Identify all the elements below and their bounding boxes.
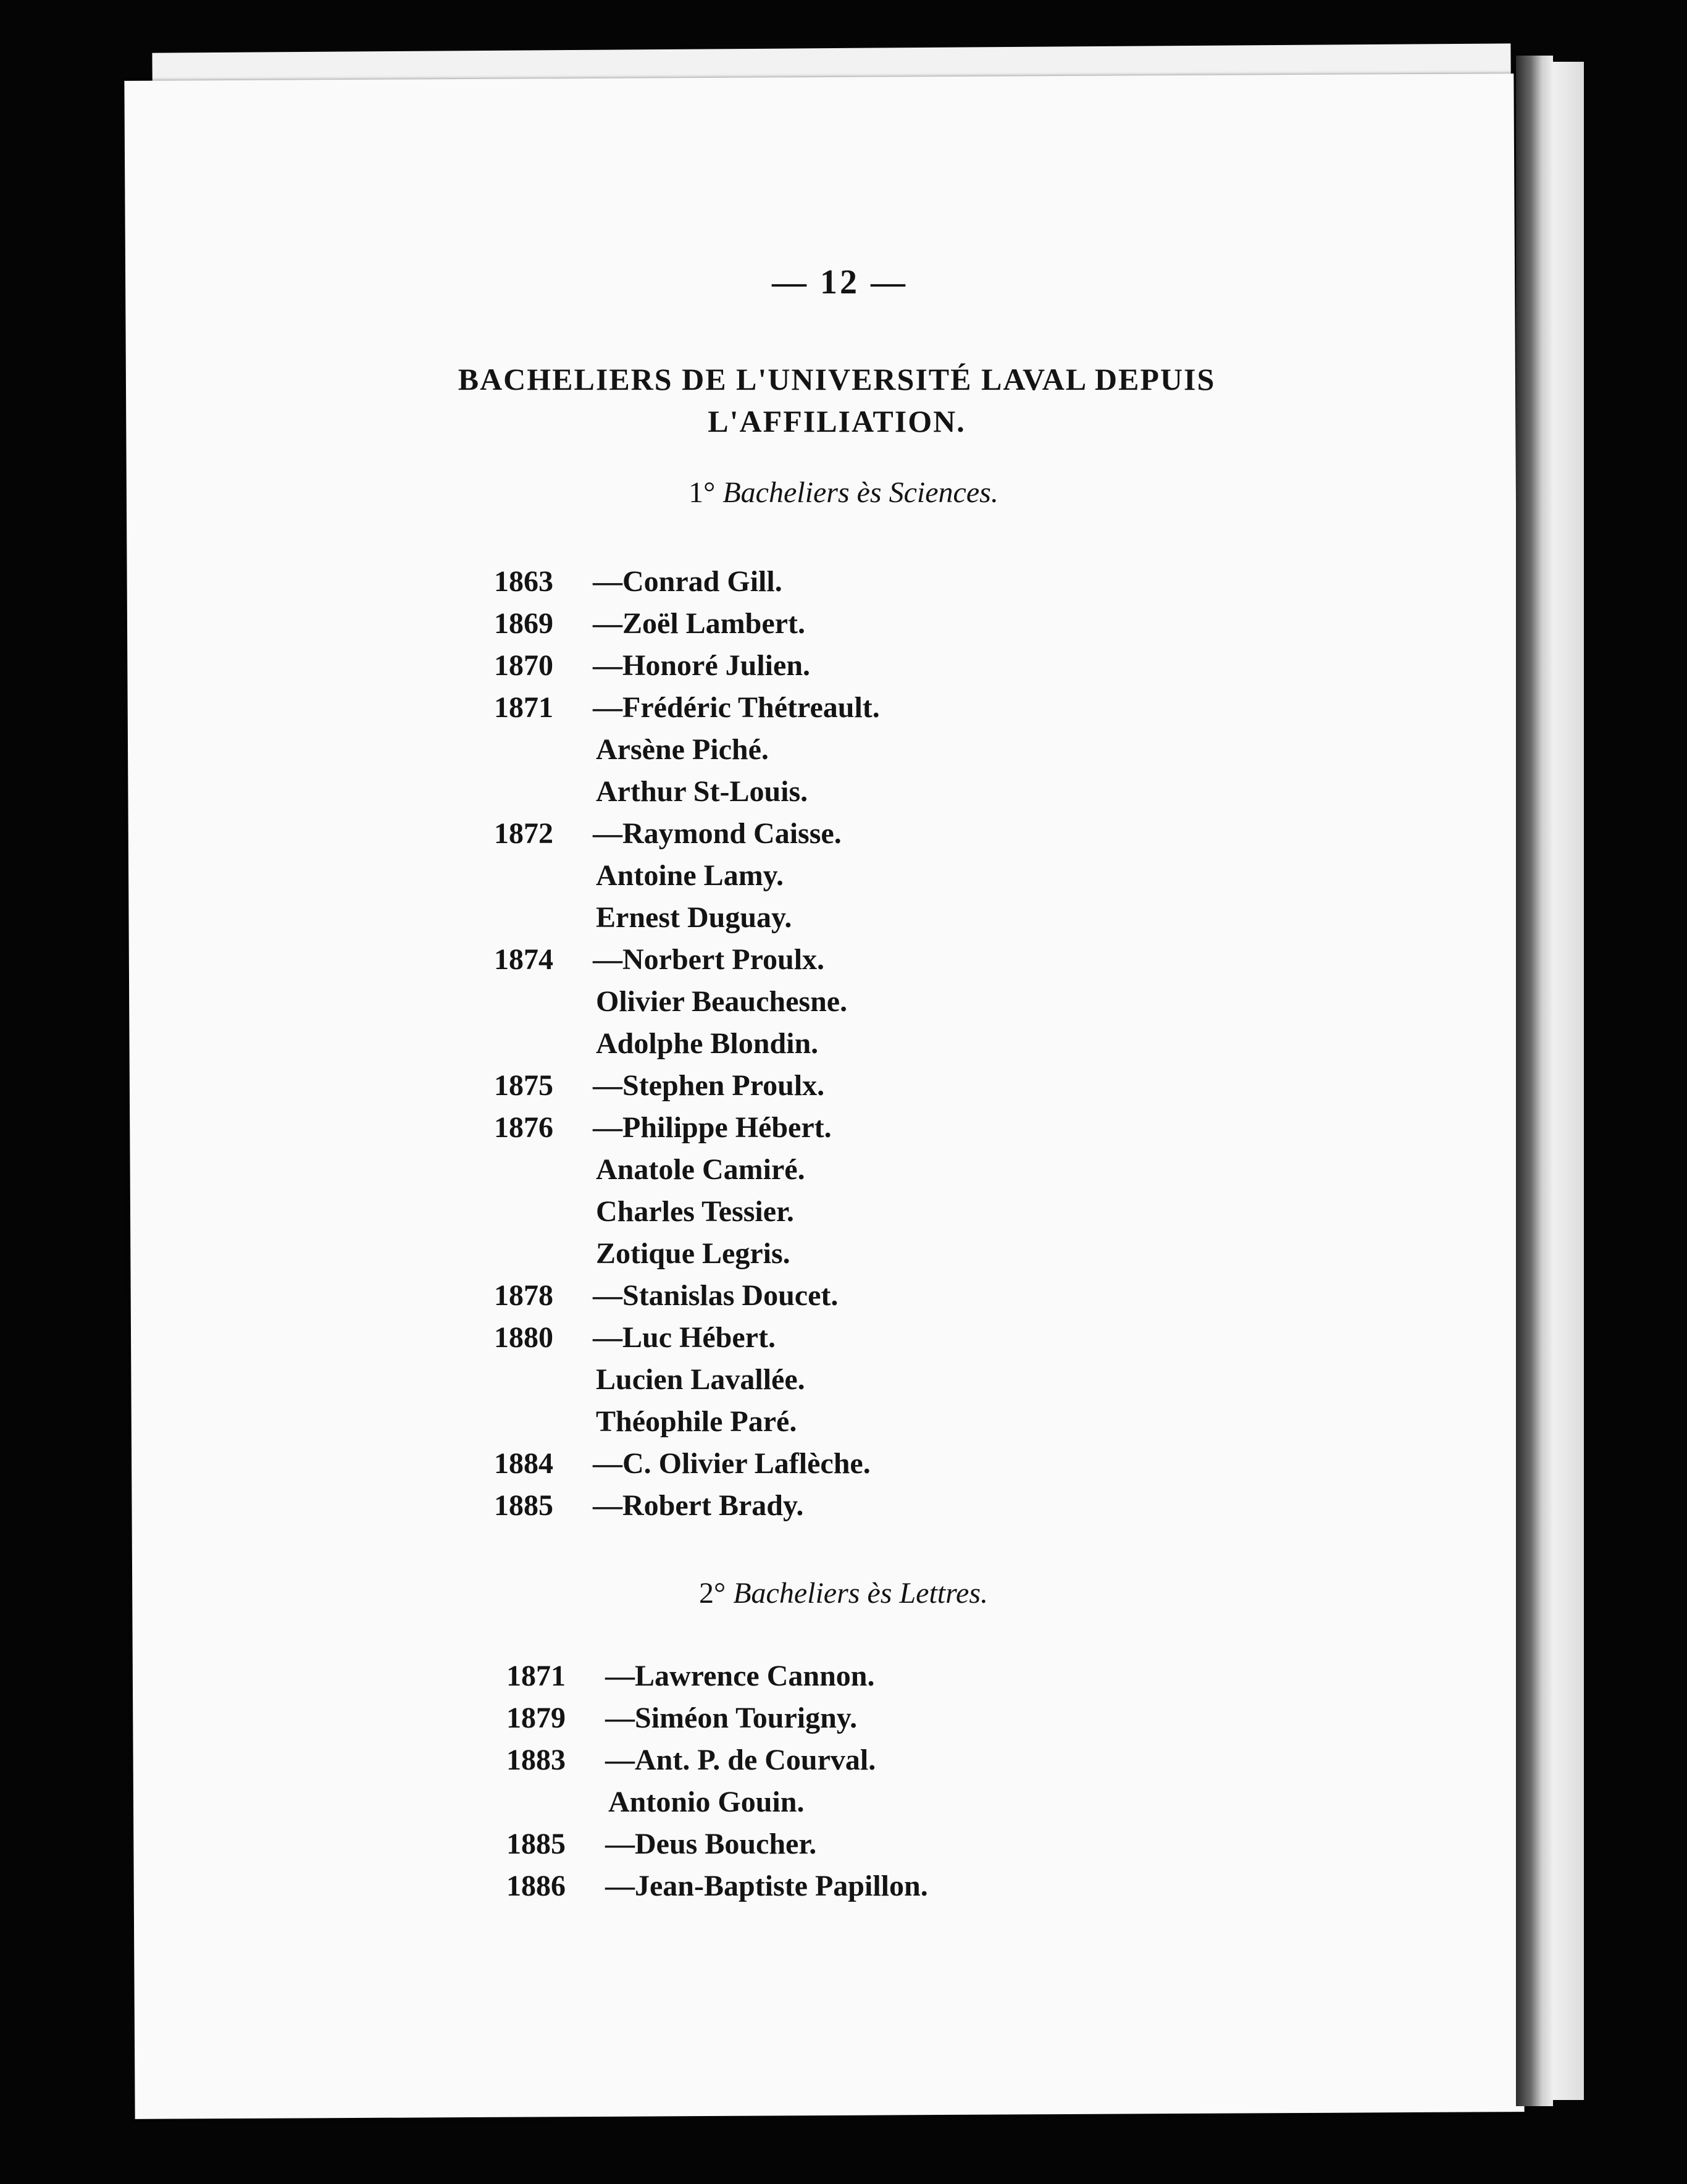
entry-name: —Honoré Julien. bbox=[593, 649, 811, 682]
entry-name: —Luc Hébert. bbox=[593, 1321, 776, 1354]
list-item bbox=[494, 1023, 880, 1065]
entry-name: —Jean-Baptiste Papillon. bbox=[605, 1870, 928, 1902]
list-item bbox=[494, 561, 880, 603]
entry-name: Adolphe Blondin. bbox=[596, 1027, 819, 1060]
entry-year: 1870 bbox=[494, 649, 553, 682]
section-label: Bacheliers ès Sciences. bbox=[722, 476, 998, 509]
entry-year: 1871 bbox=[506, 1660, 566, 1692]
entry-name: —Stanislas Doucet. bbox=[593, 1279, 839, 1312]
list-item bbox=[494, 897, 880, 939]
entry-year: 1880 bbox=[494, 1321, 553, 1354]
entry-name: Lucien Lavallée. bbox=[596, 1363, 805, 1396]
list-item bbox=[494, 1443, 880, 1485]
list-item bbox=[506, 1823, 928, 1865]
list-item bbox=[494, 1233, 880, 1275]
list-item bbox=[494, 729, 880, 771]
entry-name: Ernest Duguay. bbox=[596, 901, 792, 934]
entry-year: 1872 bbox=[494, 817, 553, 850]
entry-name: Antonio Gouin. bbox=[608, 1786, 805, 1818]
list-item bbox=[494, 771, 880, 813]
entry-name: Anatole Camiré. bbox=[596, 1153, 805, 1186]
list-item bbox=[494, 1107, 880, 1149]
entry-year: 1875 bbox=[494, 1069, 553, 1102]
entry-year: 1876 bbox=[494, 1111, 553, 1144]
entry-name: —Stephen Proulx. bbox=[593, 1069, 825, 1102]
list-item bbox=[494, 1149, 880, 1191]
list-item bbox=[494, 1065, 880, 1107]
list-item bbox=[494, 1191, 880, 1233]
list-item bbox=[494, 1275, 880, 1317]
section-number: 1° bbox=[689, 476, 716, 509]
list-item bbox=[494, 855, 880, 897]
list-item bbox=[494, 645, 880, 687]
entry-name: Olivier Beauchesne. bbox=[596, 985, 848, 1018]
entry-name: —C. Olivier Laflèche. bbox=[593, 1447, 871, 1480]
list-item bbox=[494, 1317, 880, 1359]
entry-year: 1879 bbox=[506, 1702, 566, 1734]
entry-name: Théophile Paré. bbox=[596, 1405, 797, 1438]
entry-year: 1885 bbox=[506, 1828, 566, 1860]
entry-name: —Ant. P. de Courval. bbox=[605, 1744, 876, 1776]
entry-name: —Zoël Lambert. bbox=[593, 607, 805, 640]
list-item bbox=[506, 1739, 928, 1781]
sciences-list bbox=[494, 561, 880, 1527]
list-item bbox=[494, 939, 880, 981]
entry-year: 1863 bbox=[494, 565, 553, 598]
page-title bbox=[426, 358, 1247, 442]
list-item bbox=[506, 1655, 928, 1697]
list-item bbox=[506, 1781, 928, 1823]
entry-name: —Siméon Tourigny. bbox=[605, 1702, 858, 1734]
entry-name: —Deus Boucher. bbox=[605, 1828, 817, 1860]
entry-name: —Philippe Hébert. bbox=[593, 1111, 832, 1144]
entry-name: —Raymond Caisse. bbox=[593, 817, 842, 850]
lettres-list bbox=[506, 1655, 928, 1907]
entry-name: Antoine Lamy. bbox=[596, 859, 784, 892]
list-item bbox=[494, 1401, 880, 1443]
section-heading-sciences bbox=[0, 476, 1687, 510]
list-item bbox=[494, 603, 880, 645]
entry-year: 1874 bbox=[494, 943, 553, 976]
entry-year: 1886 bbox=[506, 1870, 566, 1902]
list-item bbox=[494, 687, 880, 729]
entry-year: 1878 bbox=[494, 1279, 553, 1312]
entry-name: —Conrad Gill. bbox=[593, 565, 782, 598]
entry-year: 1871 bbox=[494, 691, 553, 724]
list-item bbox=[494, 813, 880, 855]
list-item bbox=[494, 1485, 880, 1527]
entry-name: Zotique Legris. bbox=[596, 1237, 790, 1270]
entry-name: Charles Tessier. bbox=[596, 1195, 794, 1228]
entry-name: —Lawrence Cannon. bbox=[605, 1660, 875, 1692]
entry-year: 1884 bbox=[494, 1447, 553, 1480]
section-number: 2° bbox=[698, 1577, 726, 1610]
title-line-1: BACHELIERS DE L'UNIVERSITÉ LAVAL DEPUIS bbox=[458, 362, 1216, 397]
entry-year: 1869 bbox=[494, 607, 553, 640]
entry-year: 1885 bbox=[494, 1489, 553, 1522]
list-item bbox=[494, 981, 880, 1023]
entry-name: Arsène Piché. bbox=[596, 733, 769, 766]
list-item bbox=[494, 1359, 880, 1401]
section-heading-lettres bbox=[0, 1576, 1687, 1610]
list-item bbox=[506, 1697, 928, 1739]
title-line-2: L'AFFILIATION. bbox=[708, 404, 966, 439]
entry-name: —Frédéric Thétreault. bbox=[593, 691, 880, 724]
entry-name: —Norbert Proulx. bbox=[593, 943, 825, 976]
entry-year: 1883 bbox=[506, 1744, 566, 1776]
entry-name: —Robert Brady. bbox=[593, 1489, 804, 1522]
list-item bbox=[506, 1865, 928, 1907]
page-number: — 12 — bbox=[772, 263, 908, 301]
entry-name: Arthur St-Louis. bbox=[596, 775, 808, 808]
section-label: Bacheliers ès Lettres. bbox=[733, 1577, 988, 1610]
